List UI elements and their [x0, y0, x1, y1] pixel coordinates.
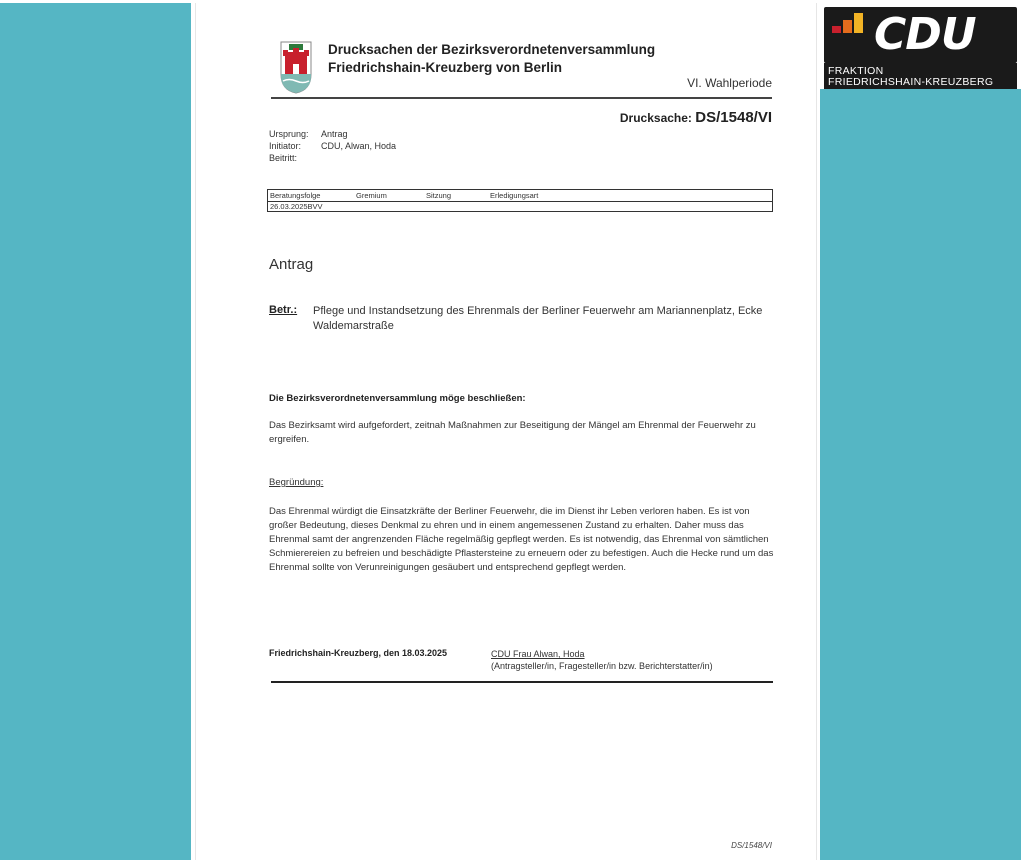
betr-text: Pflege und Instandsetzung des Ehrenmals der Berliner Feuerwehr am Mariannenplatz, Ecke Waldemarstraße: [313, 305, 763, 332]
cdu-logo-badge: [824, 7, 1017, 63]
title-line-2: Friedrichshain-Kreuzberg von Berlin: [328, 60, 563, 75]
begruendung-heading: Begründung:: [269, 477, 324, 488]
meta-label: Beitritt:: [269, 153, 298, 163]
background-panel-right: [820, 89, 1021, 860]
meta-label: Initiator:: [269, 141, 302, 151]
signature-name: CDU Frau Alwan, Hoda: [491, 649, 585, 659]
signature-place-date: Friedrichshain-Kreuzberg, den 18.03.2025: [269, 648, 448, 658]
background-panel-left: [0, 3, 191, 860]
meta-row: [269, 140, 396, 152]
footer-divider: [271, 681, 773, 683]
cdu-fraktion-label: [824, 63, 1017, 89]
meta-row: [269, 128, 396, 140]
title-line-1: Drucksachen der Bezirksverordnetenversammlung: [328, 42, 656, 57]
document-page: [195, 3, 817, 860]
meta-value: Antrag: [321, 129, 348, 139]
legislative-period: VI. Wahlperiode: [687, 76, 772, 90]
table-header-cell: Erledigungsart: [490, 191, 539, 200]
table-header-cell: Sitzung: [426, 191, 452, 200]
drucksache-number: DS/1548/VI: [695, 109, 772, 126]
fraktion-line-1: FRAKTION: [828, 65, 884, 77]
signature-role: (Antragsteller/in, Fragesteller/in bzw. Berichterstatter/in): [491, 661, 713, 671]
betr-label: Betr.:: [269, 304, 298, 316]
meta-row: [269, 152, 396, 164]
cdu-logo: [820, 3, 1021, 89]
header-divider: [271, 97, 772, 99]
begruendung-text: Das Ehrenmal würdigt die Einsatzkräfte der Berliner Feuerwehr, die im Dienst ihr Leben verloren haben. Es ist von großer Bedeutung, dieses Denkmal zu ehren und in einem angemessenen Zustand zu erhalten. Daher muss das Ehrenmal samt der angrenzenden Fläche regelmäßig gepflegt werden. Es ist notwendig, das Ehrenmal von sämtlichen Schmierereien zu befreien und beschädigte Pflastersteine zu erneuern oder zu befestigen. Auch die Hecke rund um das Ehrenmal sollte von Verunreinigungen gesäubert und entsprechend gepflegt werden.: [269, 506, 774, 573]
page-footer: DS/1548/VI: [731, 841, 772, 850]
beratung-table: [267, 189, 773, 212]
table-header-cell: Gremium: [356, 191, 387, 200]
section-heading: Antrag: [269, 256, 314, 273]
fraktion-line-2: FRIEDRICHSHAIN-KREUZBERG: [828, 76, 994, 88]
meta-value: CDU, Alwan, Hoda: [321, 141, 397, 151]
table-header-cell: Beratungsfolge: [270, 191, 321, 200]
drucksache-id: [620, 109, 772, 126]
drucksache-label: Drucksache:: [619, 111, 692, 125]
document-title: [328, 41, 655, 77]
resolution-text: Das Bezirksamt wird aufgefordert, zeitnah Maßnahmen zur Beseitigung der Mängel am Ehrenmal der Feuerwehr zu ergreifen.: [269, 420, 756, 445]
table-row: 26.03.2025BVV: [270, 202, 323, 211]
district-crest-icon: [279, 40, 313, 94]
signature-block: [491, 648, 713, 672]
resolution-heading: Die Bezirksverordnetenversammlung möge beschließen:: [269, 393, 526, 404]
meta-label: Ursprung:: [269, 129, 309, 139]
document-meta: [269, 128, 396, 164]
cdu-wordmark: CDU: [874, 9, 976, 60]
table-header: [268, 190, 772, 202]
